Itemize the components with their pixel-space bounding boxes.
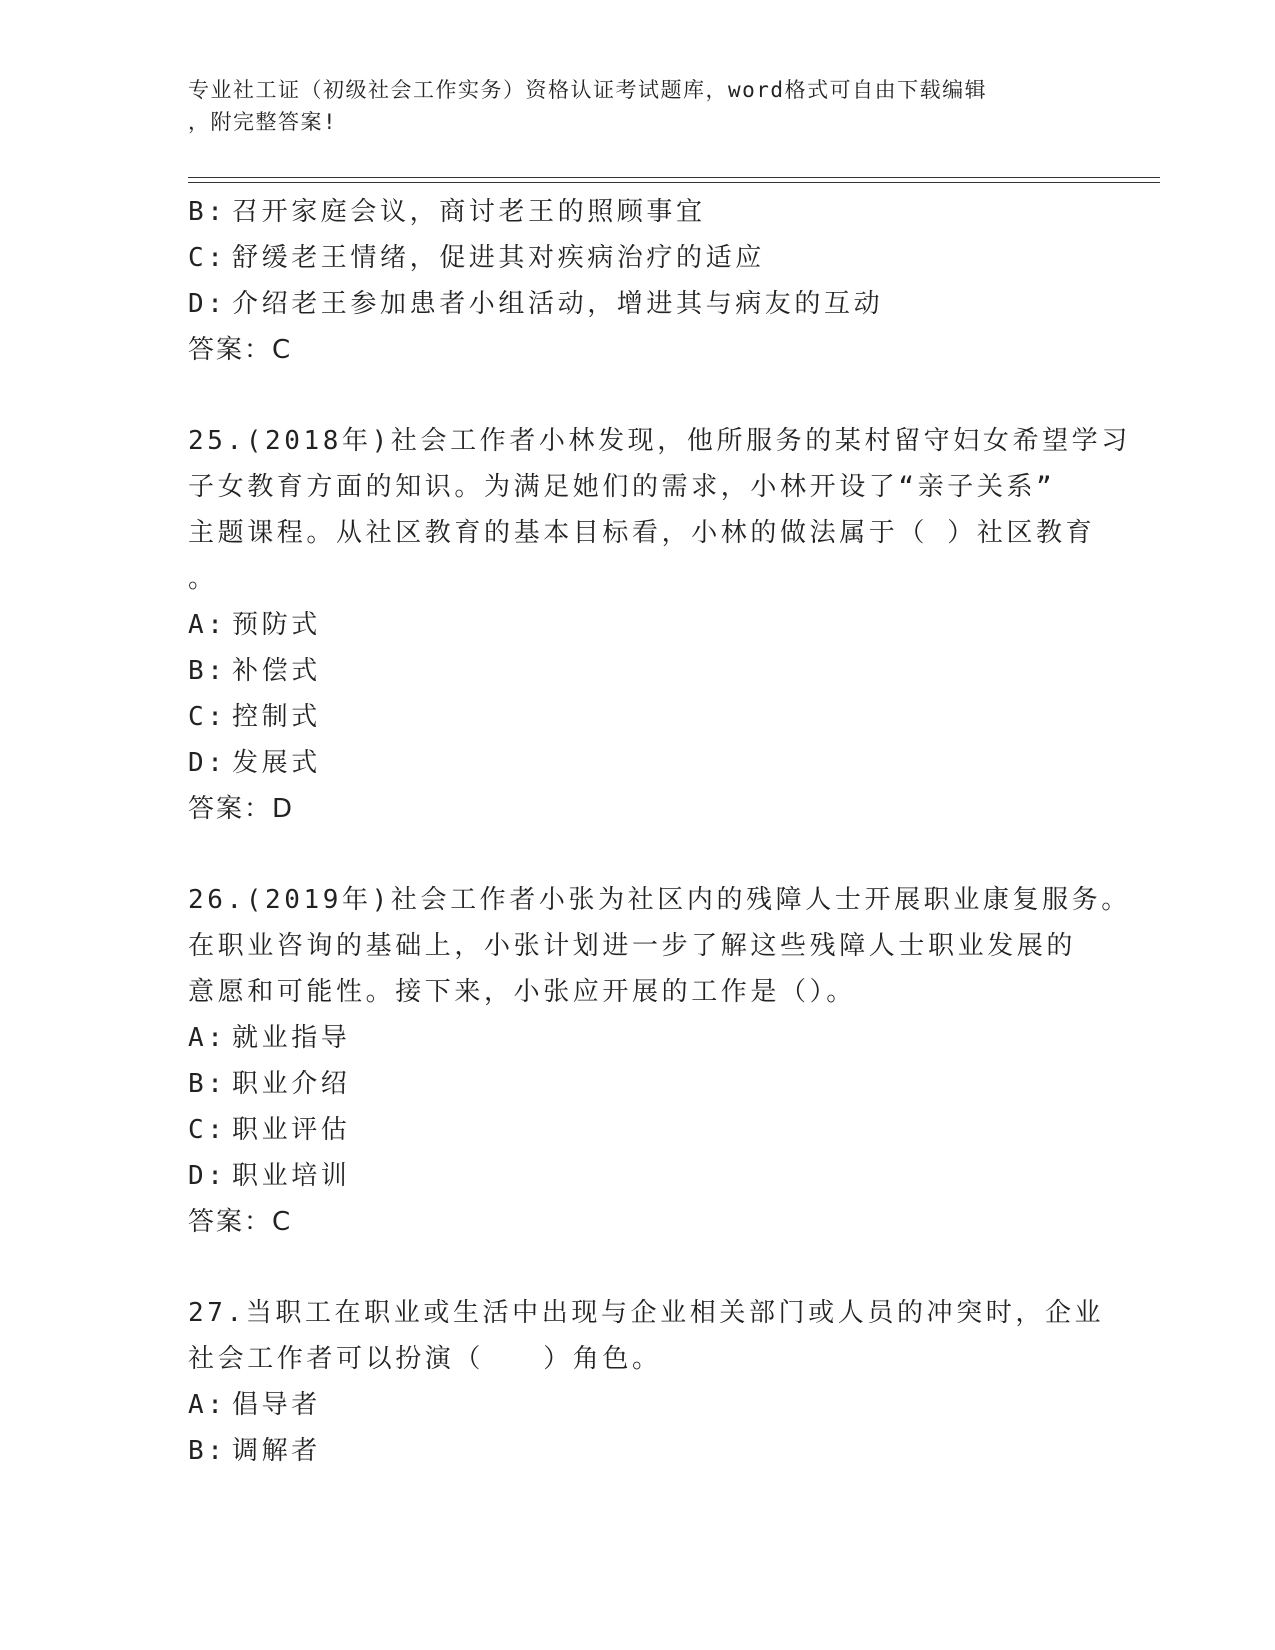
option-b: [188, 1061, 1088, 1107]
answer-line: 答案：D: [188, 794, 295, 824]
option-letter: B:: [188, 656, 227, 686]
question-list: [188, 189, 1131, 1474]
answer-line: 答案：C: [188, 335, 293, 365]
option-letter: A:: [188, 1023, 227, 1053]
option-b: [188, 648, 1088, 694]
option-text: 职业评估: [232, 1115, 351, 1145]
question-25: [188, 418, 1131, 832]
question-stem-line: 社会工作者可以扮演（ ）角色。: [188, 1344, 662, 1374]
option-b: [188, 1428, 1088, 1474]
option-text: 预防式: [232, 610, 321, 640]
spacer: [188, 373, 1088, 418]
spacer: [188, 832, 1088, 877]
question-stem-line: 。: [188, 564, 218, 594]
option-letter: B:: [188, 1436, 227, 1466]
option-letter: D:: [188, 289, 227, 319]
option-letter: D:: [188, 748, 227, 778]
option-letter: C:: [188, 702, 227, 732]
spacer: [188, 1245, 1088, 1290]
question-27: [188, 1290, 1105, 1474]
option-text: 职业介绍: [232, 1069, 351, 1099]
option-c: [188, 1107, 1088, 1153]
header-divider-top: [188, 177, 1160, 178]
option-letter: B:: [188, 1069, 227, 1099]
option-d: [188, 1153, 1088, 1199]
option-b: [188, 189, 1088, 235]
option-letter: C:: [188, 243, 227, 273]
option-text: 倡导者: [232, 1390, 321, 1420]
question-stem-line: 26.(2019年)社会工作者小张为社区内的残障人士开展职业康复服务。: [188, 885, 1131, 915]
option-letter: A:: [188, 1390, 227, 1420]
question-26: [188, 877, 1131, 1245]
option-letter: D:: [188, 1161, 227, 1191]
question-stem-line: 27.当职工在职业或生活中出现与企业相关部门或人员的冲突时，企业: [188, 1298, 1105, 1328]
option-d: [188, 281, 1088, 327]
question-24-tail: [188, 189, 1088, 373]
question-stem-line: 主题课程。从社区教育的基本目标看，小林的做法属于（ ）社区教育: [188, 518, 1096, 548]
question-stem-line: 25.(2018年)社会工作者小林发现，他所服务的某村留守妇女希望学习: [188, 426, 1131, 456]
option-a: [188, 1015, 1088, 1061]
option-text: 召开家庭会议，商讨老王的照顾事宜: [232, 197, 706, 227]
option-text: 舒缓老王情绪，促进其对疾病治疗的适应: [232, 243, 765, 273]
option-letter: A:: [188, 610, 227, 640]
option-d: [188, 740, 1088, 786]
question-stem-line: 子女教育方面的知识。为满足她们的需求，小林开设了“亲子关系”: [188, 472, 1056, 502]
option-letter: B:: [188, 197, 227, 227]
question-stem-line: 意愿和可能性。接下来，小张应开展的工作是（）。: [188, 977, 856, 1007]
option-c: [188, 694, 1088, 740]
question-stem-line: 在职业咨询的基础上，小张计划进一步了解这些残障人士职业发展的: [188, 931, 1077, 961]
option-text: 控制式: [232, 702, 321, 732]
header-line-2: ，附完整答案!: [188, 110, 338, 134]
option-a: [188, 1382, 1088, 1428]
option-text: 职业培训: [232, 1161, 351, 1191]
option-text: 介绍老王参加患者小组活动，增进其与病友的互动: [232, 289, 884, 319]
option-text: 发展式: [232, 748, 321, 778]
option-c: [188, 235, 1088, 281]
header-line-1: 专业社工证（初级社会工作实务）资格认证考试题库，word格式可自由下载编辑: [188, 78, 988, 102]
option-text: 就业指导: [232, 1023, 351, 1053]
header-divider-bottom: [188, 182, 1160, 183]
option-letter: C:: [188, 1115, 227, 1145]
option-a: [188, 602, 1088, 648]
answer-line: 答案：C: [188, 1207, 293, 1237]
option-text: 补偿式: [232, 656, 321, 686]
page-header: [188, 74, 1068, 138]
option-text: 调解者: [232, 1436, 321, 1466]
